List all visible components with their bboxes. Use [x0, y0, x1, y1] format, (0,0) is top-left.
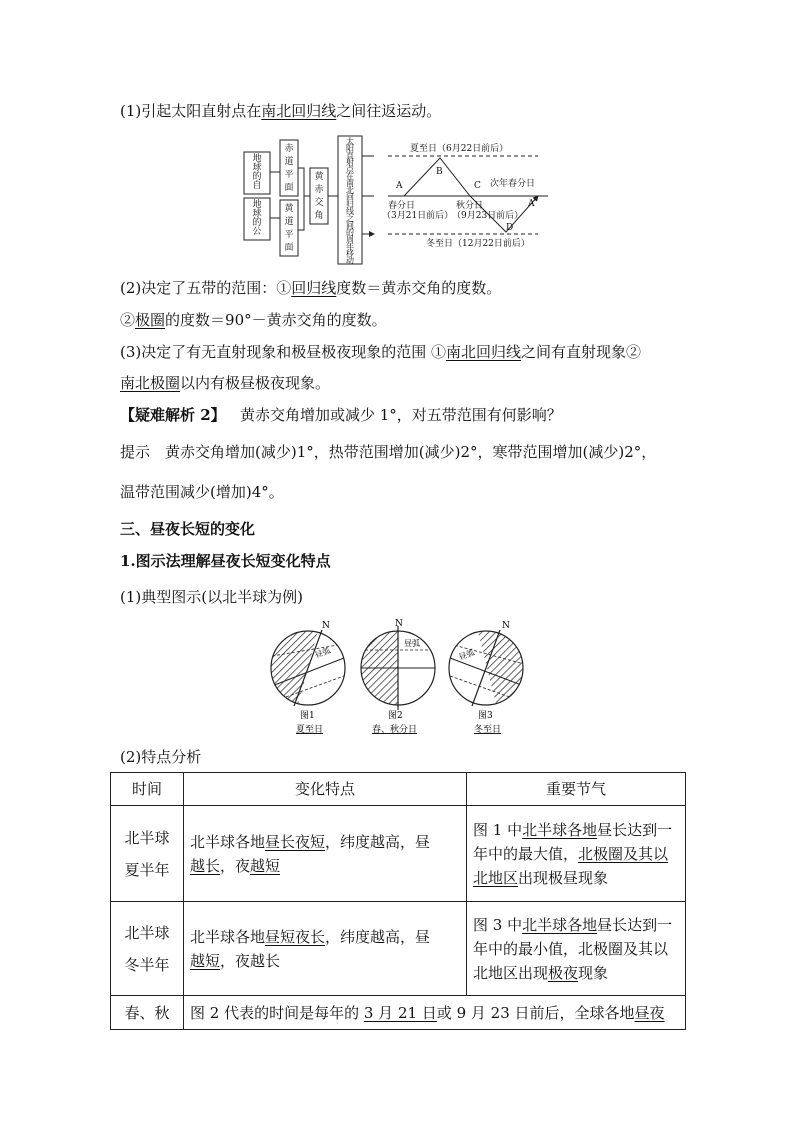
point-a: A	[396, 181, 403, 191]
svg-text:太: 太	[346, 137, 354, 146]
box-equator-plane-text	[284, 142, 294, 193]
paragraph-polar-circle: ②极圈的度数＝90°－黄赤交角的度数。	[120, 311, 387, 329]
svg-text:周: 周	[346, 235, 354, 244]
svg-text:角: 角	[314, 211, 324, 221]
svg-text:间: 间	[346, 221, 354, 230]
fig2-caption: 春、秋分日	[372, 725, 418, 735]
svg-text:移: 移	[346, 249, 354, 258]
fig1-label: 图1	[300, 711, 315, 721]
cell-term: 图 3 中北半球各地昼长达到一 年中的最小值，北极圈及其以 北地区出现极夜现象	[467, 902, 686, 996]
svg-text:黄: 黄	[284, 204, 294, 214]
cell-term: 图 1 中北半球各地昼长达到一 年中的最大值，北极圈及其以 北地区出现极昼现象	[467, 806, 686, 902]
fig2-label: 图2	[388, 711, 403, 721]
header-time: 时间	[111, 773, 184, 806]
label-spring-equinox: 春分日	[388, 201, 416, 211]
point-d: D	[506, 223, 514, 233]
svg-text:归: 归	[346, 200, 354, 209]
cell-change: 北半球各地昼长夜短，纬度越高，昼 越长，夜越短	[184, 806, 467, 902]
svg-text:公: 公	[252, 227, 262, 237]
underline-tropics: 南北回归线	[261, 102, 337, 120]
svg-text:回: 回	[346, 193, 354, 202]
svg-text:的: 的	[252, 172, 262, 182]
fig3-label: 图3	[478, 711, 493, 721]
paragraph-direct-range: (3)决定了有无直射现象和极昼极夜现象的范围 ①南北回归线之间有直射现象②	[120, 343, 642, 361]
cell-time: 春、秋	[111, 996, 184, 1030]
table-row	[111, 996, 686, 1030]
svg-text:赤: 赤	[284, 144, 294, 154]
svg-text:球: 球	[252, 209, 262, 219]
svg-text:在: 在	[346, 172, 354, 181]
paragraph-five-zones: (2)决定了五带的范围：①回归线度数＝黄赤交角的度数。	[120, 279, 502, 297]
svg-text:的: 的	[252, 218, 262, 228]
obliquity-flow-diagram	[238, 134, 558, 266]
svg-text:平: 平	[284, 230, 294, 240]
subheading-1: 1.图示法理解昼夜长短变化特点	[120, 552, 331, 570]
svg-text:球: 球	[252, 163, 262, 173]
header-term: 重要节气	[467, 773, 686, 806]
point-b: B	[436, 167, 443, 177]
tip-line-1: 提示 黄赤交角增加(减少)1°，热带范围增加(减少)2°，寒带范围增加(减少)2°，	[120, 443, 657, 461]
svg-text:面: 面	[284, 243, 294, 253]
svg-text:北: 北	[346, 186, 354, 195]
box-obliquity-text	[314, 170, 324, 221]
box-earth-rotation-text	[252, 152, 261, 191]
day-length-table	[110, 772, 686, 1030]
subheading-2: (1)典型图示(以北半球为例)	[120, 588, 303, 606]
day-arc-label: 昼弧	[457, 647, 476, 662]
label-spring-date: （3月21日前后）	[382, 211, 454, 221]
svg-text:点: 点	[346, 165, 354, 174]
svg-text:面: 面	[284, 183, 294, 193]
svg-text:平: 平	[284, 170, 294, 180]
svg-text:的: 的	[346, 228, 354, 237]
paragraph-polar-range: 南北极圈以内有极昼极夜现象。	[120, 374, 331, 392]
globe-winter-solstice	[449, 616, 534, 735]
svg-text:道: 道	[284, 217, 294, 227]
table-row	[111, 902, 686, 996]
fig1-caption: 夏至日	[296, 725, 324, 735]
svg-text:阳: 阳	[346, 144, 354, 153]
cell-time: 北半球 夏半年	[111, 806, 184, 902]
table-row	[111, 806, 686, 902]
cell-time: 北半球 冬半年	[111, 902, 184, 996]
svg-text:地: 地	[252, 154, 262, 164]
svg-text:赤: 赤	[314, 185, 324, 195]
svg-text:年: 年	[346, 242, 354, 251]
label-autumn-equinox: 秋分日	[456, 201, 484, 211]
fig3-caption: 冬至日	[474, 725, 502, 735]
svg-text:南: 南	[346, 179, 354, 188]
north-label: N	[502, 621, 510, 631]
day-arc-label: 昼弧	[313, 645, 332, 660]
svg-text:地: 地	[252, 200, 262, 210]
box-earth-revolution-text	[252, 198, 261, 237]
header-change: 变化特点	[184, 773, 467, 806]
globe-equinox	[360, 619, 436, 735]
label-autumn-date: （9月23日前后）	[452, 211, 524, 221]
svg-text:黄: 黄	[314, 172, 324, 182]
svg-text:之: 之	[346, 214, 354, 223]
label-summer-solstice: 夏至日（6月22日前后）	[410, 144, 509, 154]
section-heading: 三、昼夜长短的变化	[120, 520, 256, 538]
globe-summer-solstice	[264, 616, 345, 735]
label-winter-solstice: 冬至日（12月22日前后）	[426, 239, 530, 249]
cell-change: 北半球各地昼短夜长，纬度越高，昼 越短，夜越长	[184, 902, 467, 996]
box-sun-direct-point-text	[346, 136, 355, 265]
north-label: N	[395, 619, 403, 629]
tip-line-2: 温带范围减少(增加)4°。	[120, 483, 284, 501]
svg-text:道: 道	[284, 157, 294, 167]
day-arc-label: 昼弧	[404, 639, 420, 648]
point-c: C	[474, 181, 481, 191]
svg-text:自: 自	[252, 181, 262, 191]
svg-text:动: 动	[346, 256, 354, 265]
svg-text:交: 交	[314, 198, 324, 208]
box-ecliptic-plane-text	[284, 202, 294, 253]
cell-description: 图 2 代表的时间是每年的 3 月 21 日或 9 月 23 日前后，全球各地昼夜	[184, 996, 686, 1030]
svg-text:线: 线	[346, 207, 354, 216]
svg-text:直: 直	[346, 151, 354, 160]
label-next-spring: 次年春分日	[490, 179, 536, 189]
question-line: 【疑难解析 2】 黄赤交角增加或减少 1°，对五带范围有何影响？	[120, 406, 562, 424]
daylight-globes-figure	[264, 616, 534, 740]
subheading-3: (2)特点分析	[120, 748, 202, 766]
paragraph-direct-point: (1)引起太阳直射点在南北回归线之间往返运动。	[120, 102, 442, 120]
table-header-row	[111, 773, 686, 806]
svg-text:射: 射	[346, 158, 354, 167]
north-label: N	[322, 621, 330, 631]
point-a-prime: A′	[528, 199, 537, 209]
